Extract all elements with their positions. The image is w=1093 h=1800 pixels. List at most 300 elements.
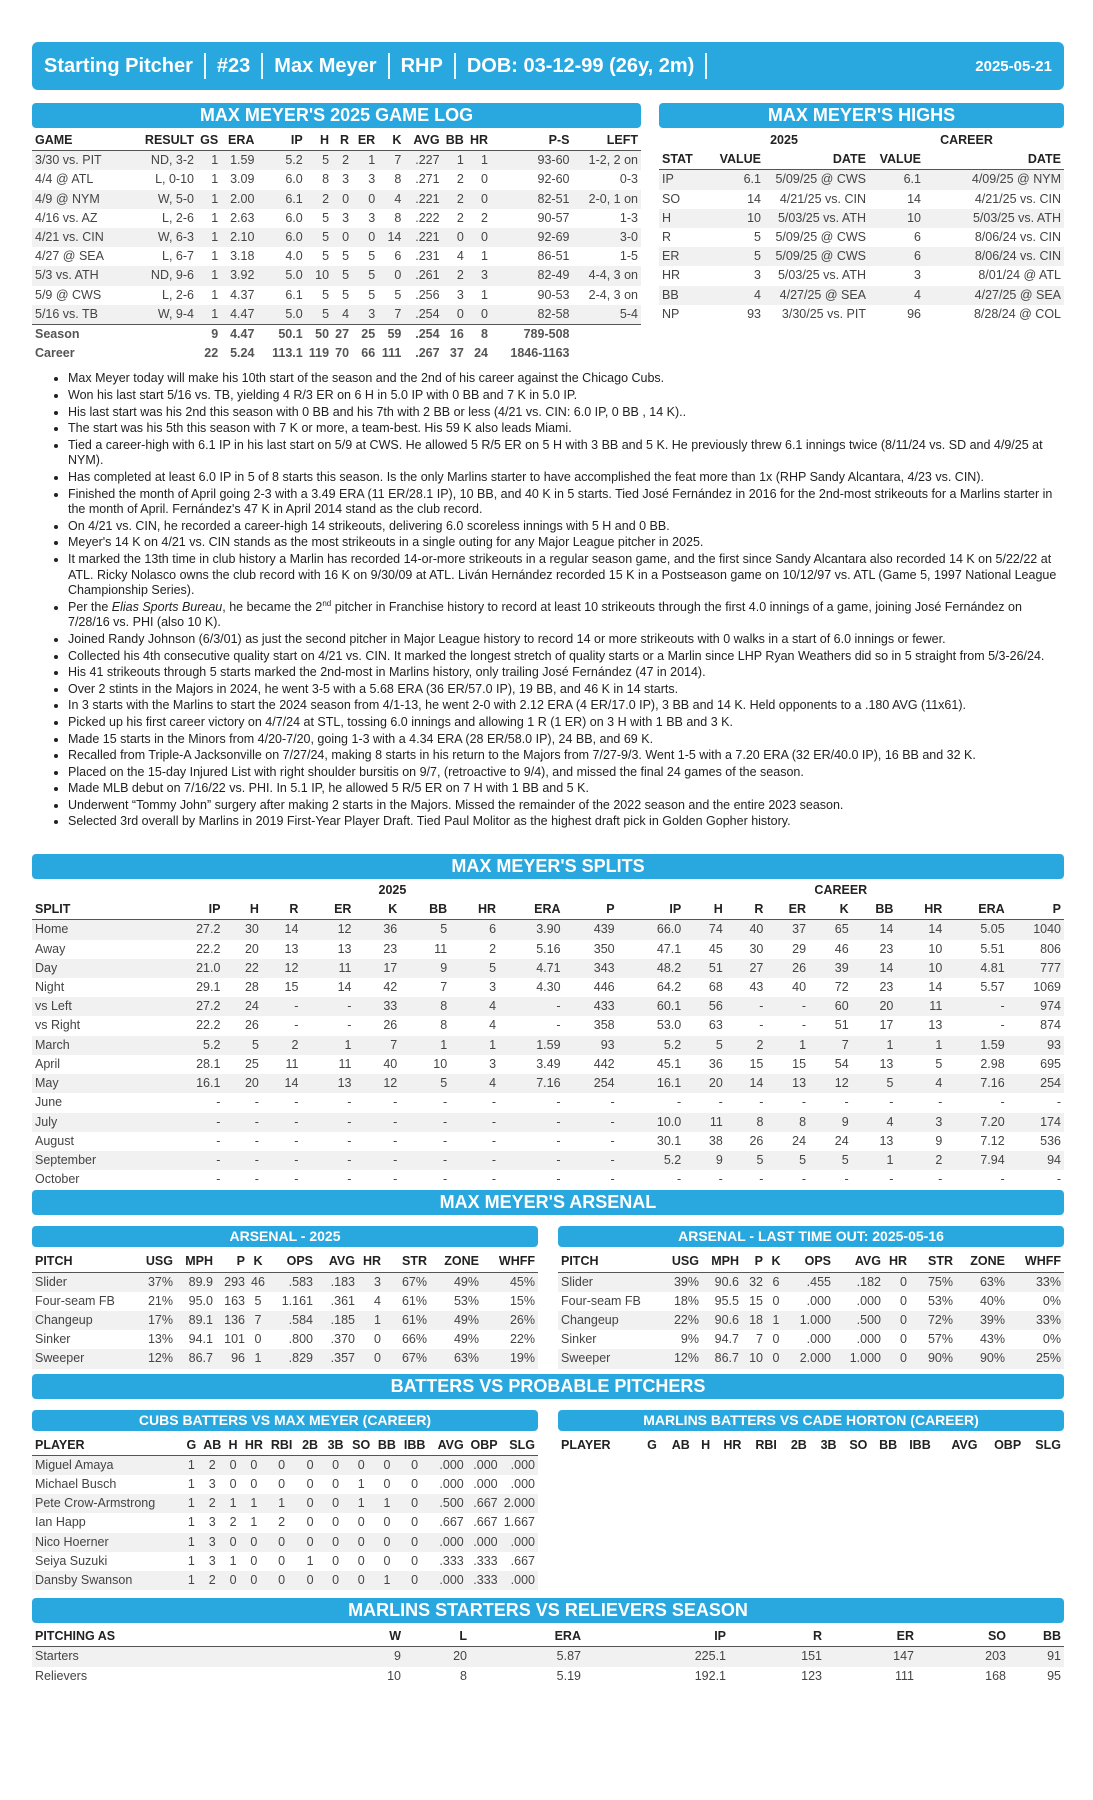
bvp-cubs-cell: 2 <box>200 1571 224 1590</box>
splits-cell: 15 <box>284 980 299 995</box>
game-log-title: MAX MEYER'S 2025 GAME LOG <box>32 103 641 128</box>
splits-col-header: R <box>262 900 302 920</box>
splits-cell: - <box>1000 1095 1005 1110</box>
splits-group-2025: 2025 <box>378 883 407 898</box>
arsenal-last-cell: .000 <box>856 1332 881 1347</box>
bvp-cubs-col-header: RBI <box>266 1436 297 1456</box>
splits-cell: 5.16 <box>536 941 561 956</box>
splits-cell: 23 <box>383 941 398 956</box>
sr-row <box>32 1647 1064 1667</box>
game-log-total-cell: 27 <box>332 325 352 345</box>
bvp-cubs-cell: 0 <box>400 1494 430 1513</box>
game-log-cell: 3 <box>368 172 376 187</box>
arsenal-season-cell: .800 <box>288 1332 313 1347</box>
splits-col-header: HR <box>450 900 499 920</box>
arsenal-season <box>32 1226 538 1368</box>
splits-cell: - <box>1056 1095 1061 1110</box>
splits-col-header: H <box>684 900 726 920</box>
splits-cell: 14 <box>928 980 943 995</box>
bvp-cubs-col-header: HR <box>242 1436 266 1456</box>
splits-cell: 1 <box>766 1036 809 1055</box>
arsenal-last-cell: 72% <box>910 1311 956 1330</box>
arsenal-last-cell: Slider <box>558 1272 662 1292</box>
arsenal-season-col-header: AVG <box>316 1252 358 1272</box>
sr-col-header: ER <box>825 1627 917 1647</box>
highs-cell: 93 <box>747 306 761 321</box>
bvp-title: BATTERS VS PROBABLE PITCHERS <box>32 1374 1064 1399</box>
splits-cell: 1 <box>852 1151 897 1170</box>
game-log-total-row <box>32 344 641 363</box>
game-log-total-cell: 24 <box>474 346 488 361</box>
bvp-marlins-title: MARLINS BATTERS VS CADE HORTON (CAREER) <box>558 1410 1064 1431</box>
splits-cell: - <box>167 1113 223 1132</box>
arsenal-season-cell: 86.7 <box>176 1349 216 1368</box>
bvp-cubs-cell: 3 <box>208 1515 216 1530</box>
arsenal-last-cell: .000 <box>806 1293 831 1308</box>
highs-group-2025: 2025 <box>770 133 798 147</box>
arsenal-season-col-header: USG <box>136 1252 176 1272</box>
splits-cell: - <box>844 1095 849 1110</box>
note-item: • Finished the month of April going 2-3 with a 3.49 ERA (11 ER/28.1 IP), 10 BB, and 40 K in 5 starts. Tied José Fernández in 2016 for the 2nd-most strikeouts for a Marlins starter in the month of April. Fernández's 47 K in April 2014 stand as the club record. <box>68 487 1064 518</box>
splits-cell: 27 <box>726 959 767 978</box>
game-log-cell: 4/21 vs. CIN <box>32 228 125 247</box>
splits-cell: 11 <box>434 941 448 956</box>
bvp-cubs-col-header: 2B <box>297 1436 322 1456</box>
bvp-cubs-cell: .000 <box>439 1476 464 1491</box>
game-log-cell: 3 <box>352 305 378 325</box>
splits-cell: 51 <box>834 1018 849 1033</box>
arsenal-season-cell: 101 <box>224 1332 245 1347</box>
bvp-cubs-cell: 0 <box>332 1515 340 1530</box>
game-log-cell: 2 <box>332 151 352 171</box>
splits-cell: - <box>442 1095 448 1110</box>
splits-cell: 1069 <box>1033 980 1061 995</box>
splits-cell: - <box>347 1018 352 1033</box>
bvp-cubs-cell: 0 <box>306 1515 314 1530</box>
arsenal-season-cell: 163 <box>224 1293 245 1308</box>
highs-cell: 5 <box>699 247 764 266</box>
highs-cell: 3 <box>754 268 761 283</box>
bvp-cubs-body <box>32 1455 538 1590</box>
splits-cell: vs Left <box>32 997 167 1016</box>
game-log-cell: 5 <box>332 266 352 285</box>
bvp-cubs-row <box>32 1552 538 1571</box>
arsenal-last-cell: 7 <box>756 1332 763 1347</box>
bvp-cubs-cell: .000 <box>430 1571 467 1590</box>
bvp-cubs-col-header: PLAYER <box>32 1436 182 1456</box>
bvp-cubs-cell: 0 <box>242 1455 266 1475</box>
bvp-cubs-cell: 1 <box>187 1553 195 1568</box>
splits-cell: 25 <box>244 1056 259 1071</box>
note-item: • Collected his 4th consecutive quality start on 4/21 vs. CIN. It marked the longest stretch of quality starts or a Marlin since LHP Ryan Weathers did so in 5 straight from 5/3-26/24. <box>68 649 1064 665</box>
arsenal-season-cell: 96 <box>216 1349 248 1368</box>
bvp-cubs-cell: 1 <box>182 1455 200 1475</box>
splits-cell: - <box>1000 1172 1005 1187</box>
bvp-marlins-col-header: AB <box>671 1437 690 1452</box>
arsenal-last-cell: 39% <box>662 1272 702 1292</box>
splits-cell: August <box>35 1133 74 1148</box>
game-log-cell: 2 <box>443 190 467 209</box>
splits-cell: 39 <box>809 959 852 978</box>
arsenal-last-title: ARSENAL - LAST TIME OUT: 2025-05-16 <box>558 1226 1064 1247</box>
note-item: • Over 2 stints in the Majors in 2024, he went 3-5 with a 5.68 ERA (36 ER/57.0 IP), 19 BB, and 46 K in 14 starts. <box>68 682 1064 698</box>
splits-cell: - <box>759 1095 764 1110</box>
splits-row <box>32 997 1064 1016</box>
splits-cell: 27.2 <box>167 997 223 1016</box>
highs-cell: 14 <box>747 191 761 206</box>
bvp-cubs-row <box>32 1494 538 1513</box>
game-log-total-cell: 5.24 <box>230 346 255 361</box>
note-item: • Tied a career-high with 6.1 IP in his last start on 5/9 at CWS. He allowed 5 R/5 ER on 5 H with 3 BB and 5 K. He previously threw 6.1 innings twice (8/11/24 vs. SD and 4/9/25 at NYM). <box>68 438 1064 469</box>
splits-col-header: K <box>809 900 852 920</box>
game-log-header <box>32 131 641 151</box>
game-log-total-cell: .267 <box>415 346 440 361</box>
game-log-totals <box>32 325 641 364</box>
game-log-cell: 5 <box>352 266 378 285</box>
splits-cell: - <box>254 1133 259 1148</box>
highs-col-header: VALUE <box>869 150 924 170</box>
splits-cell: - <box>1000 1018 1005 1033</box>
bvp-cubs-col-header: BB <box>374 1436 400 1456</box>
splits-cell: 14 <box>262 1074 302 1093</box>
arsenal-last-col-header: USG <box>662 1252 702 1272</box>
game-log-cell: 0 <box>443 305 467 325</box>
bvp-cubs-cell: 0 <box>224 1533 242 1552</box>
bvp-cubs-cell: 2.000 <box>501 1494 538 1513</box>
game-log-cell: 4 <box>456 249 464 264</box>
splits-cell: 1 <box>301 1036 354 1055</box>
game-log-cell: 2.00 <box>221 190 257 209</box>
splits-col-header: BB <box>852 900 897 920</box>
header-bar <box>32 42 1064 90</box>
game-log-cell: .221 <box>404 228 442 247</box>
bvp-cubs-cell: 0 <box>242 1571 266 1590</box>
splits-cell: - <box>938 1095 943 1110</box>
game-log-cell: .222 <box>415 210 440 225</box>
game-log-cell: 2 <box>456 172 464 187</box>
highs-row <box>659 170 1064 190</box>
splits-cell: 439 <box>564 920 618 940</box>
arsenal-last-cell: 0 <box>766 1349 786 1368</box>
arsenal-last-cell: 39% <box>956 1311 1008 1330</box>
note-item: • Recalled from Triple-A Jacksonville on 7/27/24, making 8 starts in his return to the Majors from 7/27-9/3. Went 1-5 with a 7.20 ERA (32 ER/40.0 IP), 16 BB and 32 K. <box>68 748 1064 764</box>
game-log-cell: 4-4, 3 on <box>572 266 641 285</box>
splits-cell: - <box>499 997 564 1016</box>
arsenal-last-cell: .182 <box>834 1272 884 1292</box>
highs-cell: 6 <box>869 247 924 266</box>
splits-cell: - <box>499 1151 564 1170</box>
game-log-cell: L, 2-6 <box>162 210 194 225</box>
arsenal-season-cell: 45% <box>482 1272 538 1292</box>
highs-cell: 4/27/25 @ SEA <box>764 286 869 305</box>
arsenal-season-col-header: PITCH <box>32 1252 136 1272</box>
bvp-cubs-cell: Ian Happ <box>35 1515 86 1530</box>
arsenal-season-col-header: HR <box>358 1252 384 1272</box>
splits-cell: - <box>442 1133 448 1148</box>
sr-cell: 20 <box>404 1647 470 1667</box>
arsenal-last-cell: 1 <box>766 1311 786 1330</box>
highs-cell: 4 <box>699 286 764 305</box>
game-log-cell: .256 <box>415 287 440 302</box>
splits-cell: 9 <box>809 1113 852 1132</box>
bvp-cubs-col-header: 3B <box>323 1436 348 1456</box>
game-log-cell: 0 <box>332 190 352 209</box>
splits-cell: 28 <box>244 980 259 995</box>
arsenal-last-cell: 2.000 <box>786 1349 834 1368</box>
splits-cell: 5.2 <box>618 1151 685 1170</box>
arsenal-season-cell: 95.0 <box>188 1293 213 1308</box>
note-item: • Joined Randy Johnson (6/3/01) as just the second pitcher in Major League history to record 14 or more strikeouts with 0 walks in a start of 6.0 innings or fewer. <box>68 632 1064 648</box>
bvp-cubs-cell: .000 <box>467 1533 501 1552</box>
splits-cell: - <box>938 1172 943 1187</box>
highs-group-career: CAREER <box>940 133 993 147</box>
splits-cell: - <box>556 1172 561 1187</box>
game-log-cell: 1 <box>211 249 219 264</box>
splits-cell: 9 <box>684 1151 726 1170</box>
bvp-marlins-col-header: G <box>647 1437 657 1452</box>
arsenal-season-cell: 61% <box>384 1311 430 1330</box>
highs-row <box>659 266 1064 285</box>
splits-cell: 4.30 <box>536 980 561 995</box>
highs-col-header: DATE <box>924 150 1064 170</box>
game-log-cell: 4/27 @ SEA <box>35 249 104 264</box>
game-log-cell: 4 <box>378 190 404 209</box>
splits-cell: 24 <box>792 1133 807 1148</box>
bvp-cubs-col-header: AB <box>200 1436 224 1456</box>
splits-cell: 13 <box>284 941 299 956</box>
arsenal-last-col-header: MPH <box>702 1252 742 1272</box>
arsenal-season-cell: 21% <box>147 1293 173 1308</box>
arsenal-last-cell: 40% <box>979 1293 1005 1308</box>
arsenal-season-row <box>32 1330 538 1349</box>
splits-cell: 10 <box>433 1056 448 1071</box>
splits-cell: 93 <box>1008 1036 1064 1055</box>
bvp-cubs-cell: 1 <box>182 1571 200 1590</box>
highs-cell: 10 <box>699 209 764 228</box>
sr-title: MARLINS STARTERS VS RELIEVERS SEASON <box>32 1598 1064 1623</box>
arsenal-season-row <box>32 1272 538 1292</box>
arsenal-season-col-header: STR <box>384 1252 430 1272</box>
bvp-cubs-cell: 0 <box>266 1571 297 1590</box>
bvp-cubs-row <box>32 1513 538 1532</box>
splits-cell: 5.2 <box>167 1036 223 1055</box>
sr-col-header: BB <box>1009 1627 1064 1647</box>
game-log-cell: 8 <box>394 172 402 187</box>
game-log-cell: 3.92 <box>221 266 257 285</box>
game-log-cell: 4.0 <box>285 249 303 264</box>
game-log-cell: 7 <box>378 151 404 171</box>
arsenal-season-cell: 37% <box>136 1272 176 1292</box>
bvp-cubs-col-header: SLG <box>501 1436 538 1456</box>
splits-cell: - <box>610 1095 615 1110</box>
arsenal-last-cell: Four-seam FB <box>561 1293 641 1308</box>
splits-cell: 7 <box>440 980 448 995</box>
game-log-cell: 92-60 <box>537 172 570 187</box>
game-log-cell: 1 <box>197 305 221 325</box>
arsenal-season-cell: .370 <box>330 1332 355 1347</box>
header-number: #23 <box>206 53 263 79</box>
bvp-cubs-cell: 1 <box>250 1515 258 1530</box>
splits-cell: 20 <box>684 1074 726 1093</box>
highs-cell: 5/03/25 vs. ATH <box>924 209 1064 228</box>
sr-cell: 5.87 <box>470 1647 584 1667</box>
bvp-marlins-col-header: IBB <box>909 1437 931 1452</box>
highs-cell: 3 <box>914 268 921 283</box>
sr-cell: 95 <box>1047 1668 1061 1683</box>
top-section <box>32 103 1064 363</box>
splits-cell: - <box>294 1172 299 1187</box>
highs-cell: 5/09/25 @ CWS <box>764 170 869 190</box>
splits-cell: - <box>262 1151 302 1170</box>
bvp-cubs-header <box>32 1436 538 1456</box>
game-log-cell: 1 <box>443 151 467 171</box>
splits-cell: 2 <box>262 1036 302 1055</box>
game-log-cell: 2-4, 3 on <box>588 287 638 302</box>
arsenal-last-cell: Sweeper <box>558 1349 662 1368</box>
elias-sup: nd <box>322 598 332 608</box>
bvp-cubs-cell: 1 <box>187 1515 195 1530</box>
bvp-cubs-col-header: IBB <box>400 1436 430 1456</box>
splits-cell: 254 <box>564 1074 618 1093</box>
splits-cell: 8 <box>726 1113 767 1132</box>
splits-cell: 36 <box>708 1056 723 1071</box>
game-log-cell: 3 <box>368 210 376 225</box>
splits-cell: 46 <box>834 941 849 956</box>
bvp-cubs-cell: Michael Busch <box>35 1476 117 1491</box>
highs-col-header: STAT <box>659 150 699 170</box>
arsenal-last-col-header: OPS <box>786 1252 834 1272</box>
highs-cell: IP <box>659 170 699 190</box>
game-log-body <box>32 151 641 325</box>
splits-cell: 47.1 <box>656 941 682 956</box>
splits-cell: - <box>677 1172 682 1187</box>
arsenal-season-header <box>32 1252 538 1272</box>
game-log-total-cell: 111 <box>381 346 402 361</box>
bvp-cubs-cell: 1 <box>182 1494 200 1513</box>
game-log-cell: 1 <box>352 151 378 171</box>
arsenal-season-cell: 12% <box>136 1349 176 1368</box>
splits-cell: 13 <box>301 1074 354 1093</box>
arsenal-last-cell: 18 <box>742 1311 766 1330</box>
bvp-cubs-cell: 0 <box>278 1476 286 1491</box>
game-log-cell: 6 <box>394 249 402 264</box>
splits-cell: 4 <box>896 1074 945 1093</box>
splits-cell: 4 <box>450 1074 499 1093</box>
splits-cell: September <box>32 1151 167 1170</box>
splits-col-header: IP <box>167 900 223 920</box>
splits-cell: 11 <box>285 1056 299 1071</box>
game-log-cell: 14 <box>378 228 404 247</box>
highs-row <box>659 209 1064 228</box>
splits-cell: 874 <box>1040 1018 1061 1033</box>
arsenal-season-row <box>32 1292 538 1311</box>
splits-cell: 13 <box>928 1018 943 1033</box>
note-item: • Made MLB debut on 7/16/22 vs. PHI. In 5.1 IP, he allowed 5 R/5 ER on 7 H with 1 BB and 5 K. <box>68 781 1064 797</box>
bvp-cubs-cell: 0 <box>374 1455 400 1475</box>
splits-cell: 22 <box>223 959 261 978</box>
splits-cell: - <box>262 997 302 1016</box>
game-log-total-cell: 8 <box>467 325 491 345</box>
bvp-cubs-row <box>32 1533 538 1552</box>
arsenal-last-cell: 33% <box>1008 1272 1064 1292</box>
game-log-cell: 5 <box>322 210 330 225</box>
splits-cell: - <box>254 1172 259 1187</box>
bvp-cubs-cell: 0 <box>224 1571 242 1590</box>
arsenal-season-cell: 1.161 <box>281 1293 313 1308</box>
game-log-total-cell: 113.1 <box>272 346 303 361</box>
arsenal-season-cell: .361 <box>330 1293 355 1308</box>
arsenal-season-col-header: P <box>216 1252 248 1272</box>
splits-cell: 48.2 <box>618 959 685 978</box>
arsenal-last-cell: 0 <box>884 1311 910 1330</box>
highs-col-header: VALUE <box>699 150 764 170</box>
arsenal-last-cell: 10 <box>742 1349 766 1368</box>
splits-row <box>32 959 1064 978</box>
splits-cell: 20 <box>852 997 897 1016</box>
arsenal-season-cell: 4 <box>374 1293 381 1308</box>
note-item: • Placed on the 15-day Injured List with right shoulder bursitis on 9/7, (retroactive to 9/4), and missed the final 24 games of the season. <box>68 765 1064 781</box>
bvp-marlins-col-header: 2B <box>790 1437 807 1452</box>
game-log-cell: 4/4 @ ATL <box>35 172 94 187</box>
arsenal-title: MAX MEYER'S ARSENAL <box>32 1190 1064 1215</box>
splits-cell: 30 <box>223 920 261 940</box>
splits-cell: - <box>400 1113 450 1132</box>
game-log-cell: 1 <box>197 266 221 285</box>
splits-cell: 1 <box>400 1036 450 1055</box>
highs-row <box>659 228 1064 247</box>
splits-cell: October <box>35 1172 80 1187</box>
bvp-cubs-cell: 0 <box>266 1533 297 1552</box>
splits-cell: 5 <box>809 1151 852 1170</box>
splits-cell: 20 <box>244 941 259 956</box>
bvp-cubs-cell: 0 <box>374 1533 400 1552</box>
game-log-cell: 1 <box>211 287 219 302</box>
arsenal-season-cell: 0 <box>358 1349 384 1368</box>
arsenal-season-cell: 15% <box>509 1293 535 1308</box>
sr-cell: 9 <box>232 1647 404 1667</box>
splits-cell: 974 <box>1008 997 1064 1016</box>
game-log-row <box>32 228 641 247</box>
splits-cell: 26 <box>383 1018 398 1033</box>
arsenal-last-body <box>558 1272 1064 1369</box>
splits-row <box>32 1132 1064 1151</box>
bvp-cubs-cell: 0 <box>297 1533 322 1552</box>
game-log-cell: 1-5 <box>619 249 638 264</box>
arsenal-season-cell: 1 <box>248 1349 268 1368</box>
elias-source: Elias Sports Bureau <box>111 599 223 614</box>
bvp-marlins-col-header: SO <box>849 1437 868 1452</box>
game-log-row <box>32 151 641 171</box>
splits-cell: 11 <box>896 997 945 1016</box>
arsenal-season-cell: .584 <box>268 1311 316 1330</box>
arsenal-season-col-header: K <box>248 1252 268 1272</box>
bvp-cubs-cell: .667 <box>510 1553 535 1568</box>
bvp-cubs-cell: 0 <box>348 1533 374 1552</box>
game-log-cell: 2 <box>481 210 488 225</box>
arsenal-season-cell: Sweeper <box>32 1349 136 1368</box>
arsenal-last-cell: 18% <box>673 1293 699 1308</box>
splits-group-header <box>32 881 1064 900</box>
splits-cell: 1040 <box>1008 920 1064 940</box>
note-item: • Picked up his first career victory on 4/7/24 at STL, tossing 6.0 innings and allowing 1 R (1 ER) on 3 H with 1 BB and 3 K. <box>68 715 1064 731</box>
game-log-total-cell: 50 <box>306 325 332 345</box>
splits-cell: 13 <box>766 1074 809 1093</box>
bvp-cubs-cell: 0 <box>357 1553 365 1568</box>
splits-col-header: HR <box>896 900 945 920</box>
splits-cell: March <box>32 1036 167 1055</box>
arsenal-season-table <box>32 1252 538 1368</box>
game-log-cell: 5.0 <box>257 266 305 285</box>
